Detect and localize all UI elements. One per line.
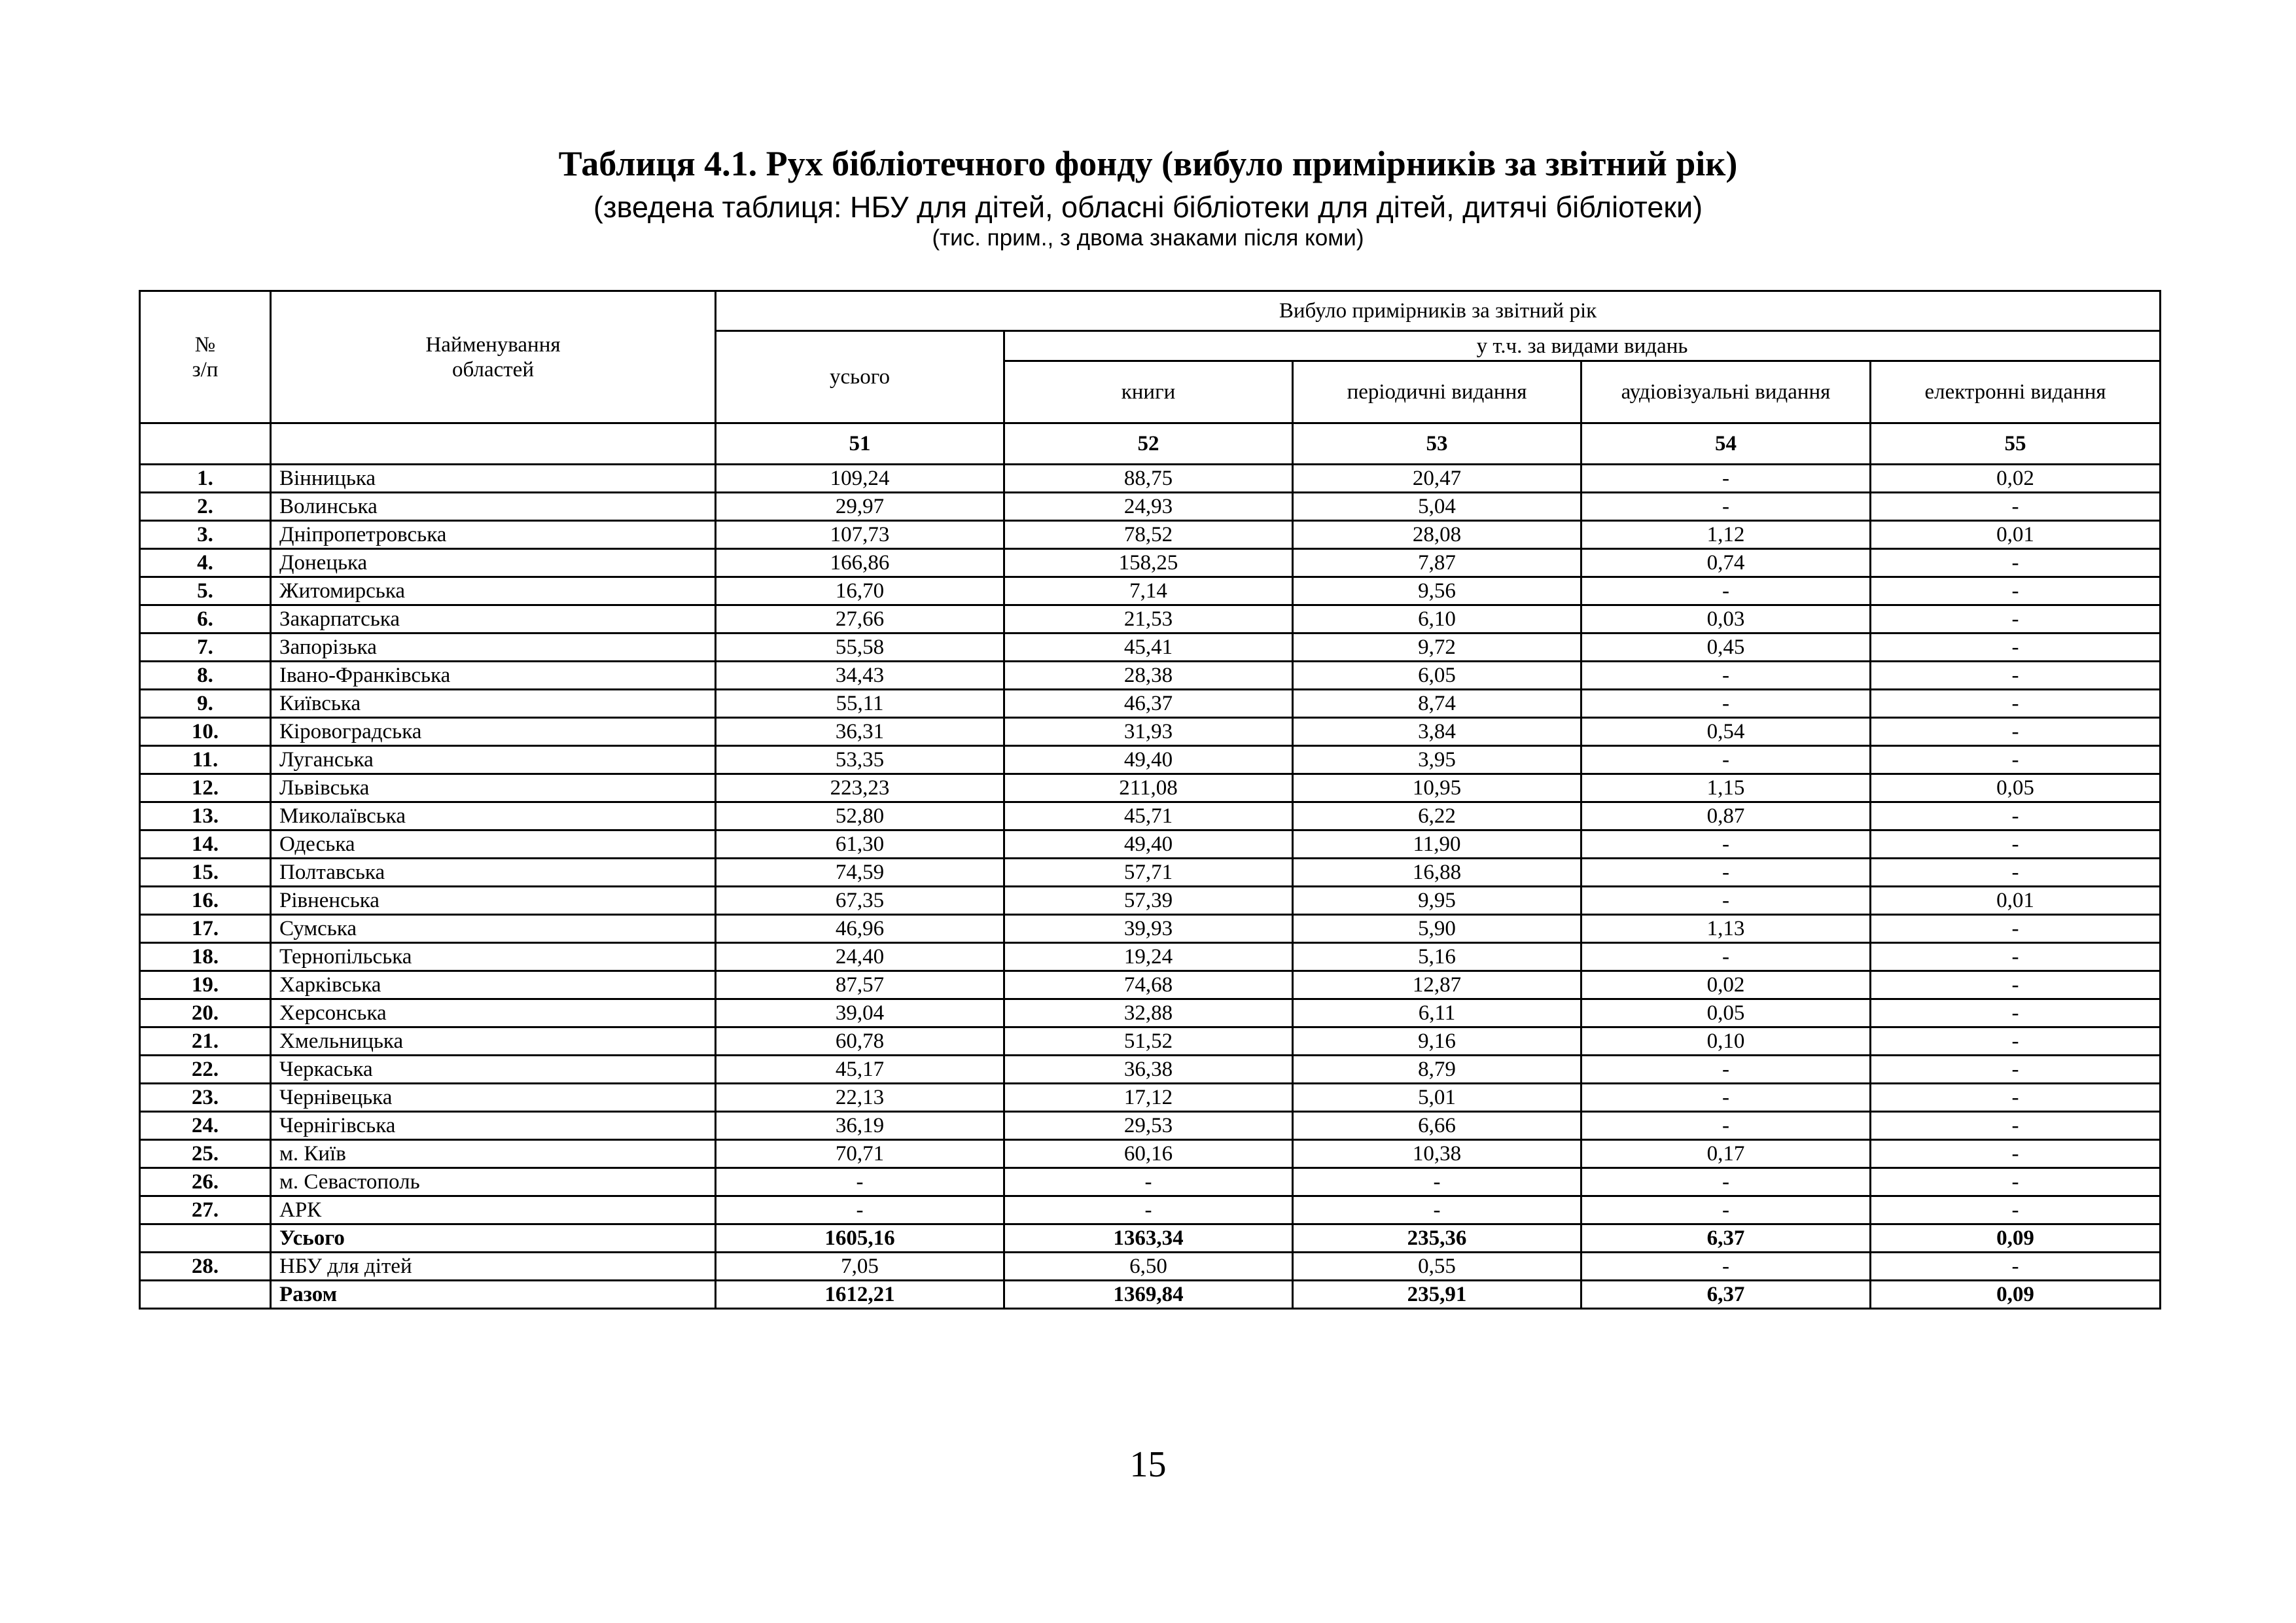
total-cell: 109,24	[716, 465, 1004, 493]
row-number: 26.	[140, 1168, 271, 1196]
table-row	[140, 1084, 2161, 1112]
total-cell: -	[716, 1196, 1004, 1224]
books-cell: 21,53	[1004, 605, 1293, 633]
electronic-cell: -	[1871, 802, 2161, 830]
periodicals-cell: 12,87	[1293, 971, 1581, 999]
table-row	[140, 465, 2161, 493]
periodicals-cell: 10,38	[1293, 1140, 1581, 1168]
table-row	[140, 830, 2161, 859]
table-row	[140, 521, 2161, 549]
region-name: Вінницька	[271, 465, 716, 493]
books-cell: 78,52	[1004, 521, 1293, 549]
header-code-blank	[271, 423, 716, 465]
row-number: 12.	[140, 774, 271, 802]
total-cell: 46,96	[716, 915, 1004, 943]
row-number: 23.	[140, 1084, 271, 1112]
row-number: 5.	[140, 577, 271, 605]
header-row	[140, 291, 2161, 331]
total-cell: 45,17	[716, 1056, 1004, 1084]
total-cell: 67,35	[716, 887, 1004, 915]
books-cell: 31,93	[1004, 718, 1293, 746]
total-cell: 55,11	[716, 690, 1004, 718]
electronic-cell: 0,02	[1871, 465, 2161, 493]
periodicals-cell: 3,84	[1293, 718, 1581, 746]
header-total: усього	[716, 331, 1004, 423]
region-name: Дніпропетровська	[271, 521, 716, 549]
total-cell: 61,30	[716, 830, 1004, 859]
audiovisual-cell: 0,10	[1581, 1027, 1871, 1056]
header-by-type-group: у т.ч. за видами видань	[1004, 331, 2161, 361]
header-electronic: електронні видання	[1871, 361, 2161, 423]
row-number: 21.	[140, 1027, 271, 1056]
total-cell: 22,13	[716, 1084, 1004, 1112]
electronic-cell: -	[1871, 690, 2161, 718]
total-cell: 36,19	[716, 1112, 1004, 1140]
row-number: 20.	[140, 999, 271, 1027]
region-name: Черкаська	[271, 1056, 716, 1084]
periodicals-cell: 5,16	[1293, 943, 1581, 971]
books-cell: 45,71	[1004, 802, 1293, 830]
row-number: 22.	[140, 1056, 271, 1084]
total-cell: 39,04	[716, 999, 1004, 1027]
total-cell: 1605,16	[716, 1224, 1004, 1253]
header-code: 52	[1004, 423, 1293, 465]
books-cell: 211,08	[1004, 774, 1293, 802]
table-row	[140, 915, 2161, 943]
row-number	[140, 1224, 271, 1253]
electronic-cell: -	[1871, 493, 2161, 521]
books-cell: 57,71	[1004, 859, 1293, 887]
header-books: книги	[1004, 361, 1293, 423]
periodicals-cell: 5,01	[1293, 1084, 1581, 1112]
region-name: НБУ для дітей	[271, 1253, 716, 1281]
electronic-cell: -	[1871, 1168, 2161, 1196]
books-cell: 1363,34	[1004, 1224, 1293, 1253]
books-cell: 32,88	[1004, 999, 1293, 1027]
total-cell: 74,59	[716, 859, 1004, 887]
region-name: Луганська	[271, 746, 716, 774]
row-number: 28.	[140, 1253, 271, 1281]
electronic-cell: -	[1871, 746, 2161, 774]
books-cell: 49,40	[1004, 830, 1293, 859]
periodicals-cell: 7,87	[1293, 549, 1581, 577]
electronic-cell: -	[1871, 577, 2161, 605]
electronic-cell: -	[1871, 549, 2161, 577]
audiovisual-cell: 0,17	[1581, 1140, 1871, 1168]
header-code-blank	[140, 423, 271, 465]
electronic-cell: -	[1871, 830, 2161, 859]
books-cell: 19,24	[1004, 943, 1293, 971]
region-name: АРК	[271, 1196, 716, 1224]
audiovisual-cell: 0,45	[1581, 633, 1871, 662]
header-codes-row	[140, 423, 2161, 465]
audiovisual-cell: 0,54	[1581, 718, 1871, 746]
region-name: м. Київ	[271, 1140, 716, 1168]
books-cell: 7,14	[1004, 577, 1293, 605]
region-name: Полтавська	[271, 859, 716, 887]
region-name: Львівська	[271, 774, 716, 802]
table-row	[140, 943, 2161, 971]
books-cell: 39,93	[1004, 915, 1293, 943]
books-cell: 57,39	[1004, 887, 1293, 915]
electronic-cell: 0,01	[1871, 887, 2161, 915]
table-row	[140, 493, 2161, 521]
audiovisual-cell: -	[1581, 830, 1871, 859]
periodicals-cell: 9,95	[1293, 887, 1581, 915]
region-name: Івано-Франківська	[271, 662, 716, 690]
table-header	[140, 291, 2161, 465]
electronic-cell: -	[1871, 1112, 2161, 1140]
table-row	[140, 1281, 2161, 1309]
audiovisual-cell: 0,74	[1581, 549, 1871, 577]
row-number: 27.	[140, 1196, 271, 1224]
electronic-cell: -	[1871, 1140, 2161, 1168]
table-row	[140, 662, 2161, 690]
periodicals-cell: 5,90	[1293, 915, 1581, 943]
row-number: 2.	[140, 493, 271, 521]
audiovisual-cell: -	[1581, 1084, 1871, 1112]
row-number: 19.	[140, 971, 271, 999]
periodicals-cell: 6,10	[1293, 605, 1581, 633]
books-cell: -	[1004, 1196, 1293, 1224]
table-row	[140, 774, 2161, 802]
row-number: 7.	[140, 633, 271, 662]
row-number: 8.	[140, 662, 271, 690]
electronic-cell: -	[1871, 633, 2161, 662]
electronic-cell: -	[1871, 859, 2161, 887]
books-cell: 88,75	[1004, 465, 1293, 493]
audiovisual-cell: -	[1581, 1056, 1871, 1084]
table-row	[140, 1224, 2161, 1253]
total-cell: 7,05	[716, 1253, 1004, 1281]
electronic-cell: 0,01	[1871, 521, 2161, 549]
region-name: Сумська	[271, 915, 716, 943]
region-name: Хмельницька	[271, 1027, 716, 1056]
table-row	[140, 802, 2161, 830]
periodicals-cell: 6,22	[1293, 802, 1581, 830]
audiovisual-cell: -	[1581, 859, 1871, 887]
table-row	[140, 859, 2161, 887]
region-name: Київська	[271, 690, 716, 718]
region-name: Одеська	[271, 830, 716, 859]
row-number: 14.	[140, 830, 271, 859]
audiovisual-cell: 0,02	[1581, 971, 1871, 999]
region-name: Миколаївська	[271, 802, 716, 830]
electronic-cell: -	[1871, 915, 2161, 943]
header-number: № з/п	[140, 291, 271, 423]
header-code: 54	[1581, 423, 1871, 465]
total-cell: -	[716, 1168, 1004, 1196]
table-row	[140, 1253, 2161, 1281]
region-name: Рівненська	[271, 887, 716, 915]
row-number	[140, 1281, 271, 1309]
table-row	[140, 971, 2161, 999]
periodicals-cell: 8,74	[1293, 690, 1581, 718]
electronic-cell: -	[1871, 1084, 2161, 1112]
books-cell: 49,40	[1004, 746, 1293, 774]
header-code: 53	[1293, 423, 1581, 465]
row-number: 10.	[140, 718, 271, 746]
page-number: 15	[1129, 1444, 1167, 1485]
header-region-name: Найменування областей	[271, 291, 716, 423]
audiovisual-cell: -	[1581, 1168, 1871, 1196]
row-number: 13.	[140, 802, 271, 830]
row-number: 4.	[140, 549, 271, 577]
electronic-cell: -	[1871, 662, 2161, 690]
periodicals-cell: 8,79	[1293, 1056, 1581, 1084]
total-cell: 53,35	[716, 746, 1004, 774]
periodicals-cell: 10,95	[1293, 774, 1581, 802]
periodicals-cell: 28,08	[1293, 521, 1581, 549]
books-cell: 6,50	[1004, 1253, 1293, 1281]
table-row	[140, 999, 2161, 1027]
region-name: Запорізька	[271, 633, 716, 662]
books-cell: 1369,84	[1004, 1281, 1293, 1309]
audiovisual-cell: -	[1581, 1253, 1871, 1281]
periodicals-cell: 235,36	[1293, 1224, 1581, 1253]
books-cell: 60,16	[1004, 1140, 1293, 1168]
audiovisual-cell: 0,87	[1581, 802, 1871, 830]
books-cell: 158,25	[1004, 549, 1293, 577]
periodicals-cell: 6,05	[1293, 662, 1581, 690]
region-name: Харківська	[271, 971, 716, 999]
total-cell: 70,71	[716, 1140, 1004, 1168]
audiovisual-cell: -	[1581, 662, 1871, 690]
region-name: Закарпатська	[271, 605, 716, 633]
audiovisual-cell: 1,15	[1581, 774, 1871, 802]
table-row	[140, 690, 2161, 718]
header-audiovisual: аудіовізуальні видання	[1581, 361, 1871, 423]
electronic-cell: 0,09	[1871, 1224, 2161, 1253]
periodicals-cell: 6,11	[1293, 999, 1581, 1027]
audiovisual-cell: -	[1581, 746, 1871, 774]
table-row	[140, 1112, 2161, 1140]
region-name: Разом	[271, 1281, 716, 1309]
header-code: 55	[1871, 423, 2161, 465]
periodicals-cell: 20,47	[1293, 465, 1581, 493]
table-row	[140, 605, 2161, 633]
table-row	[140, 1056, 2161, 1084]
periodicals-cell: -	[1293, 1168, 1581, 1196]
table-row	[140, 746, 2161, 774]
total-cell: 27,66	[716, 605, 1004, 633]
total-cell: 223,23	[716, 774, 1004, 802]
electronic-cell: -	[1871, 1196, 2161, 1224]
total-cell: 29,97	[716, 493, 1004, 521]
row-number: 3.	[140, 521, 271, 549]
region-name: Чернівецька	[271, 1084, 716, 1112]
periodicals-cell: 3,95	[1293, 746, 1581, 774]
row-number: 15.	[140, 859, 271, 887]
table-row	[140, 1168, 2161, 1196]
row-number: 24.	[140, 1112, 271, 1140]
books-cell: 46,37	[1004, 690, 1293, 718]
audiovisual-cell: -	[1581, 1112, 1871, 1140]
table-row	[140, 718, 2161, 746]
region-name: Кіровоградська	[271, 718, 716, 746]
periodicals-cell: 0,55	[1293, 1253, 1581, 1281]
books-cell: 36,38	[1004, 1056, 1293, 1084]
table-row	[140, 1196, 2161, 1224]
books-cell: 17,12	[1004, 1084, 1293, 1112]
total-cell: 34,43	[716, 662, 1004, 690]
periodicals-cell: 11,90	[1293, 830, 1581, 859]
books-cell: -	[1004, 1168, 1293, 1196]
books-cell: 74,68	[1004, 971, 1293, 999]
row-number: 6.	[140, 605, 271, 633]
table-row	[140, 887, 2161, 915]
electronic-cell: 0,09	[1871, 1281, 2161, 1309]
audiovisual-cell: -	[1581, 577, 1871, 605]
audiovisual-cell: -	[1581, 887, 1871, 915]
audiovisual-cell: -	[1581, 493, 1871, 521]
total-cell: 107,73	[716, 521, 1004, 549]
region-name: Волинська	[271, 493, 716, 521]
total-cell: 24,40	[716, 943, 1004, 971]
header-withdrawn-group: Вибуло примірників за звітний рік	[716, 291, 2161, 331]
total-cell: 36,31	[716, 718, 1004, 746]
audiovisual-cell: 1,12	[1581, 521, 1871, 549]
audiovisual-cell: -	[1581, 690, 1871, 718]
region-name: Усього	[271, 1224, 716, 1253]
books-cell: 51,52	[1004, 1027, 1293, 1056]
row-number: 9.	[140, 690, 271, 718]
electronic-cell: -	[1871, 1253, 2161, 1281]
books-cell: 29,53	[1004, 1112, 1293, 1140]
electronic-cell: 0,05	[1871, 774, 2161, 802]
audiovisual-cell: 6,37	[1581, 1224, 1871, 1253]
periodicals-cell: 16,88	[1293, 859, 1581, 887]
periodicals-cell: -	[1293, 1196, 1581, 1224]
periodicals-cell: 5,04	[1293, 493, 1581, 521]
row-number: 16.	[140, 887, 271, 915]
table-row	[140, 549, 2161, 577]
audiovisual-cell: -	[1581, 943, 1871, 971]
table-row	[140, 577, 2161, 605]
electronic-cell: -	[1871, 971, 2161, 999]
total-cell: 16,70	[716, 577, 1004, 605]
region-name: Чернігівська	[271, 1112, 716, 1140]
books-cell: 28,38	[1004, 662, 1293, 690]
total-cell: 166,86	[716, 549, 1004, 577]
electronic-cell: -	[1871, 605, 2161, 633]
audiovisual-cell: 6,37	[1581, 1281, 1871, 1309]
table-title: Таблиця 4.1. Рух бібліотечного фонду (вибуло примірників за звітний рік)	[558, 144, 1738, 183]
total-cell: 52,80	[716, 802, 1004, 830]
periodicals-cell: 9,72	[1293, 633, 1581, 662]
electronic-cell: -	[1871, 1056, 2161, 1084]
audiovisual-cell: 1,13	[1581, 915, 1871, 943]
table-row	[140, 633, 2161, 662]
books-cell: 45,41	[1004, 633, 1293, 662]
table-subtitle: (зведена таблиця: НБУ для дітей, обласні бібліотеки для дітей, дитячі бібліотеки)	[593, 190, 1703, 224]
row-number: 1.	[140, 465, 271, 493]
audiovisual-cell: -	[1581, 1196, 1871, 1224]
books-cell: 24,93	[1004, 493, 1293, 521]
electronic-cell: -	[1871, 943, 2161, 971]
periodicals-cell: 6,66	[1293, 1112, 1581, 1140]
electronic-cell: -	[1871, 1027, 2161, 1056]
audiovisual-cell: 0,05	[1581, 999, 1871, 1027]
header-code: 51	[716, 423, 1004, 465]
periodicals-cell: 9,56	[1293, 577, 1581, 605]
row-number: 18.	[140, 943, 271, 971]
header-periodicals: періодичні видання	[1293, 361, 1581, 423]
periodicals-cell: 235,91	[1293, 1281, 1581, 1309]
table-row	[140, 1027, 2161, 1056]
total-cell: 87,57	[716, 971, 1004, 999]
region-name: м. Севастополь	[271, 1168, 716, 1196]
total-cell: 60,78	[716, 1027, 1004, 1056]
region-name: Донецька	[271, 549, 716, 577]
electronic-cell: -	[1871, 999, 2161, 1027]
audiovisual-cell: 0,03	[1581, 605, 1871, 633]
library-fund-table	[139, 290, 2161, 1310]
unit-note: (тис. прим., з двома знаками після коми)	[932, 225, 1364, 251]
row-number: 25.	[140, 1140, 271, 1168]
total-cell: 55,58	[716, 633, 1004, 662]
total-cell: 1612,21	[716, 1281, 1004, 1309]
periodicals-cell: 9,16	[1293, 1027, 1581, 1056]
audiovisual-cell: -	[1581, 465, 1871, 493]
table-row	[140, 1140, 2161, 1168]
region-name: Житомирська	[271, 577, 716, 605]
row-number: 17.	[140, 915, 271, 943]
region-name: Херсонська	[271, 999, 716, 1027]
electronic-cell: -	[1871, 718, 2161, 746]
row-number: 11.	[140, 746, 271, 774]
table-body	[140, 465, 2161, 1309]
region-name: Тернопільська	[271, 943, 716, 971]
